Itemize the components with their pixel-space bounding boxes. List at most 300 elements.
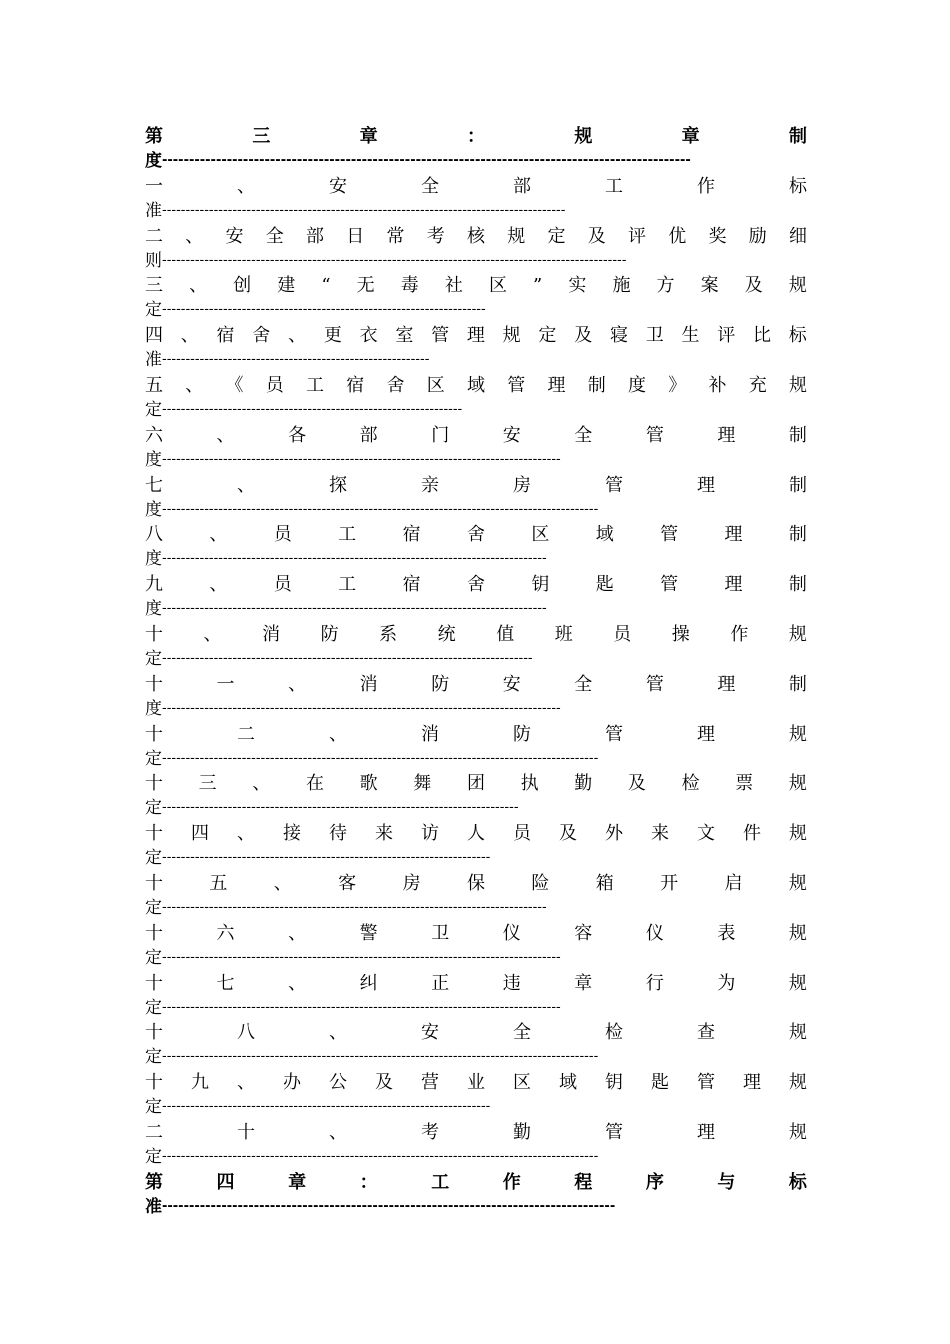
toc-entry-title-line: [145, 672, 807, 698]
toc-entry-last-char: 定: [145, 399, 162, 420]
toc-entry-char: 人: [467, 823, 485, 845]
toc-entry-char: 卫: [431, 922, 450, 944]
toc-entry-char: 定: [538, 325, 557, 347]
toc-entry: [145, 971, 807, 1021]
toc-entry-char: 检: [605, 1022, 623, 1044]
toc-entry-char: 区: [531, 524, 550, 546]
toc-entry-char: 优: [668, 225, 687, 247]
toc-entry-char: 实: [568, 275, 587, 297]
toc-entry-char: 四: [191, 823, 209, 845]
toc-entry-char: 规: [789, 723, 807, 745]
toc-entry-char: 度: [628, 374, 646, 396]
toc-entry-char: 制: [587, 374, 606, 396]
toc-entry-char: 访: [421, 823, 439, 845]
toc-entry-leader-line: [145, 250, 807, 272]
toc-entry-char: 十: [145, 773, 163, 795]
toc-entry-char: 创: [233, 275, 252, 297]
toc-entry-leader-line: [145, 548, 807, 570]
toc-entry-char: 规: [789, 374, 807, 396]
toc-entry-leader-line: [145, 1196, 807, 1218]
toc-entry-leader-line: [145, 797, 807, 819]
toc-entry-char: 与: [717, 1171, 736, 1193]
toc-entry-char: 防: [431, 673, 450, 695]
toc-entry-char: 客: [338, 872, 357, 894]
toc-entry-char: 八: [237, 1022, 255, 1044]
toc-entry-char: 十: [145, 623, 163, 645]
toc-entry-char: 考: [426, 225, 445, 247]
toc-entry-char: 、: [185, 374, 204, 396]
toc-entry-char: 纠: [359, 972, 378, 994]
toc-entry-char: 、: [329, 1022, 347, 1044]
toc-entry-last-char: 定: [145, 1097, 162, 1118]
toc-entry-char: 管: [507, 374, 526, 396]
toc-entry-char: 全: [574, 424, 593, 446]
toc-entry-char: 检: [681, 773, 700, 795]
toc-entry: [145, 323, 807, 373]
toc-entry-char: 、: [252, 773, 271, 795]
toc-entry-char: 五: [209, 872, 228, 894]
toc-entry-char: 序: [645, 1171, 664, 1193]
toc-entry-char: 理: [717, 673, 736, 695]
toc-leader-dashes: ----------------------------------------------------------------------------------: [162, 551, 547, 567]
toc-entry-last-char: 定: [145, 997, 162, 1018]
toc-entry-char: ：: [466, 126, 485, 147]
toc-entry-char: 补: [708, 374, 727, 396]
toc-entry-char: 、: [203, 623, 222, 645]
toc-entry-char: 十: [145, 1072, 163, 1094]
toc-entry-char: 室: [395, 325, 414, 347]
toc-entry-leader-line: [145, 150, 807, 172]
toc-entry-char: 区: [488, 275, 507, 297]
toc-entry-char: 标: [788, 1171, 807, 1193]
toc-entry: [145, 771, 807, 821]
toc-entry-char: 十: [145, 1022, 163, 1044]
toc-leader-dashes: ---------------------------------------------------------------------------------------------: [162, 1148, 599, 1164]
toc-entry-title-line: [145, 423, 807, 449]
toc-entry-char: 员: [513, 823, 531, 845]
toc-entry-title-line: [145, 1120, 807, 1146]
toc-entry-char: 二: [145, 1121, 163, 1143]
toc-entry-char: 方: [656, 275, 675, 297]
toc-entry-char: 理: [466, 325, 485, 347]
toc-entry-char: 章: [288, 1171, 307, 1193]
toc-entry-char: 区: [513, 1072, 531, 1094]
toc-entry-char: 全: [265, 225, 284, 247]
toc-entry-char: 评: [717, 325, 736, 347]
toc-entry-char: 规: [502, 325, 521, 347]
toc-entry-last-char: 度: [145, 499, 162, 520]
toc-entry-char: 安: [502, 424, 521, 446]
toc-entry-char: 制: [788, 574, 807, 596]
toc-entry-char: 十: [145, 872, 163, 894]
toc-entry-leader-line: [145, 947, 807, 969]
toc-entry-last-char: 度: [145, 549, 162, 570]
toc-entry-char: 仪: [645, 922, 664, 944]
toc-leader-dashes: ----------------------------------------------------------------: [162, 401, 463, 417]
toc-entry-char: 充: [748, 374, 767, 396]
toc-entry-char: 舞: [413, 773, 432, 795]
toc-entry-char: 二: [237, 723, 255, 745]
toc-entry-char: 十: [145, 922, 163, 944]
toc-entry-char: 理: [697, 1121, 715, 1143]
toc-entry-char: 理: [697, 474, 715, 496]
toc-entry-char: 正: [431, 972, 450, 994]
toc-entry-char: 奖: [708, 225, 727, 247]
toc-entry-char: 核: [467, 225, 485, 247]
toc-entry-char: 全: [513, 1022, 531, 1044]
toc-entry-char: 、: [209, 574, 228, 596]
toc-entry-char: 规: [507, 225, 526, 247]
toc-entry-leader-line: [145, 399, 807, 421]
toc-entry: [145, 224, 807, 274]
toc-entry: [145, 921, 807, 971]
toc-entry-char: 启: [724, 872, 743, 894]
toc-entry-char: 七: [216, 972, 235, 994]
toc-entry: [145, 273, 807, 323]
toc-entry-char: 来: [651, 823, 669, 845]
toc-entry-char: 管: [660, 524, 679, 546]
toc-entry-title-line: [145, 174, 807, 200]
toc-entry-char: 制: [789, 474, 807, 496]
table-of-contents: [145, 124, 807, 1220]
toc-entry-title-line: [145, 871, 807, 897]
toc-entry-last-char: 定: [145, 1047, 162, 1068]
toc-entry: [145, 821, 807, 871]
toc-entry-char: 班: [554, 623, 573, 645]
toc-entry-leader-line: [145, 449, 807, 471]
toc-entry-char: 值: [496, 623, 515, 645]
toc-entry-char: 毒: [400, 275, 419, 297]
toc-entry-char: 来: [375, 823, 393, 845]
toc-entry-last-char: 定: [145, 648, 162, 669]
toc-entry-last-char: 准: [145, 350, 162, 371]
toc-entry-char: 建: [277, 275, 296, 297]
toc-entry-char: 警: [359, 922, 378, 944]
toc-leader-dashes: -------------------------------------------------------------------------------------: [162, 949, 561, 965]
toc-entry-title-line: [145, 1070, 807, 1096]
toc-entry-char: 防: [513, 723, 531, 745]
toc-entry-char: 十: [145, 972, 163, 994]
toc-entry-char: 接: [283, 823, 301, 845]
toc-entry-char: 勤: [574, 773, 593, 795]
toc-entry-char: 舍: [386, 374, 405, 396]
toc-entry-char: 安: [421, 1022, 439, 1044]
toc-entry-char: 门: [431, 424, 450, 446]
toc-entry-char: 保: [466, 872, 485, 894]
toc-entry-char: 工: [338, 574, 357, 596]
toc-entry-last-char: 则: [145, 250, 162, 271]
toc-entry-char: 规: [789, 1072, 807, 1094]
toc-entry-char: 票: [735, 773, 754, 795]
toc-entry-last-char: 定: [145, 947, 162, 968]
toc-entry-char: 衣: [359, 325, 378, 347]
toc-entry: [145, 622, 807, 672]
toc-entry-char: 、: [288, 922, 307, 944]
toc-entry-title-line: [145, 921, 807, 947]
toc-entry-char: 安: [225, 225, 244, 247]
toc-entry-char: 规: [789, 1121, 807, 1143]
toc-entry-char: 三: [252, 126, 271, 147]
toc-entry-char: 仪: [502, 922, 521, 944]
toc-entry-char: 歌: [359, 773, 378, 795]
toc-entry-char: 管: [605, 723, 623, 745]
toc-entry-last-char: 定: [145, 798, 162, 819]
toc-entry: [145, 672, 807, 722]
toc-entry-char: 表: [717, 922, 736, 944]
toc-entry-char: 员: [273, 524, 292, 546]
toc-entry-char: 工: [431, 1171, 450, 1193]
toc-entry-char: 一: [216, 673, 235, 695]
toc-entry-char: 章: [574, 972, 593, 994]
toc-entry-char: 、: [237, 175, 255, 197]
toc-entry-char: 生: [681, 325, 700, 347]
toc-entry-char: 及: [574, 325, 593, 347]
toc-entry-char: 舍: [466, 574, 485, 596]
toc-entry-char: 规: [788, 773, 807, 795]
toc-entry-char: 安: [329, 175, 347, 197]
toc-entry-title-line: [145, 373, 807, 399]
toc-entry-last-char: 定: [145, 300, 162, 321]
toc-entry-leader-line: [145, 200, 807, 222]
toc-entry: [145, 522, 807, 572]
toc-entry-char: 励: [748, 225, 767, 247]
toc-entry-char: 消: [359, 673, 378, 695]
toc-leader-dashes: ----------------------------------------------------------------------------------: [162, 899, 547, 915]
toc-entry-char: 部: [306, 225, 324, 247]
toc-entry-char: 社: [444, 275, 463, 297]
toc-entry-char: 、: [329, 1121, 347, 1143]
toc-entry-char: 常: [386, 225, 405, 247]
toc-entry-char: 、: [216, 424, 235, 446]
toc-entry-char: 施: [612, 275, 631, 297]
toc-entry-char: 及: [744, 275, 763, 297]
toc-entry-char: 第: [145, 126, 163, 147]
toc-entry-last-char: 度: [145, 599, 162, 620]
toc-entry-char: 办: [283, 1072, 301, 1094]
toc-entry-char: 钥: [531, 574, 550, 596]
toc-leader-dashes: ----------------------------------------------------------------------------------: [162, 601, 547, 617]
toc-entry-char: 理: [724, 574, 743, 596]
toc-entry-char: 房: [513, 474, 531, 496]
toc-entry-char: 管: [645, 673, 664, 695]
toc-entry-char: 行: [645, 972, 664, 994]
toc-entry-char: 险: [531, 872, 550, 894]
toc-entry-title-line: [145, 1020, 807, 1046]
toc-entry-leader-line: [145, 349, 807, 371]
toc-entry-last-char: 定: [145, 1146, 162, 1167]
toc-entry-char: 十: [145, 723, 163, 745]
toc-entry: [145, 572, 807, 622]
toc-entry-leader-line: [145, 847, 807, 869]
toc-entry-char: 宿: [402, 574, 421, 596]
toc-entry-char: 理: [717, 424, 736, 446]
toc-entry-char: 二: [145, 225, 163, 247]
toc-entry-char: 规: [788, 972, 807, 994]
toc-entry-char: 作: [502, 1171, 521, 1193]
toc-entry-char: 部: [359, 424, 378, 446]
toc-leader-dashes: ---------------------------------------------------------------------------------------------------: [162, 252, 627, 268]
toc-entry-char: 全: [421, 175, 439, 197]
toc-entry-char: 为: [717, 972, 736, 994]
toc-entry-char: 九: [191, 1072, 209, 1094]
toc-entry-char: 员: [613, 623, 632, 645]
toc-entry-leader-line: [145, 997, 807, 1019]
toc-entry-char: 无: [356, 275, 375, 297]
toc-entry-char: 标: [788, 325, 807, 347]
toc-entry-title-line: [145, 572, 807, 598]
toc-entry-char: 执: [520, 773, 539, 795]
toc-entry-char: 规: [788, 872, 807, 894]
toc-entry-char: 、: [189, 275, 208, 297]
toc-entry-last-char: 度: [145, 698, 162, 719]
toc-entry-title-line: [145, 971, 807, 997]
toc-entry-char: “: [321, 275, 331, 297]
toc-entry-char: 三: [145, 275, 163, 297]
toc-entry-char: 制: [788, 424, 807, 446]
toc-entry-char: 一: [145, 175, 163, 197]
toc-entry-char: 定: [547, 225, 566, 247]
toc-entry-char: 钥: [605, 1072, 623, 1094]
toc-entry-char: 域: [467, 374, 485, 396]
toc-entry-char: 工: [605, 175, 623, 197]
toc-entry-char: 管: [645, 424, 664, 446]
toc-leader-dashes: --------------------------------------------------------------------------------------------------: [162, 153, 691, 168]
toc-entry-char: 匙: [595, 574, 614, 596]
toc-entry-char: 四: [145, 325, 163, 347]
toc-entry-char: 待: [329, 823, 347, 845]
toc-leader-dashes: -------------------------------------------------------------------------------: [162, 650, 533, 666]
toc-entry-leader-line: [145, 648, 807, 670]
toc-entry-leader-line: [145, 698, 807, 720]
toc-entry-char: 营: [421, 1072, 439, 1094]
toc-entry: [145, 1070, 807, 1120]
toc-entry-char: 更: [323, 325, 342, 347]
toc-entry-char: 员: [265, 374, 284, 396]
toc-entry-last-char: 准: [145, 200, 162, 221]
toc-entry-char: 、: [209, 524, 228, 546]
toc-entry-char: 规: [788, 623, 807, 645]
toc-entry-char: 宿: [402, 524, 421, 546]
toc-entry-char: 八: [145, 524, 163, 546]
toc-entry-char: 细: [789, 225, 807, 247]
toc-entry-char: 件: [743, 823, 761, 845]
toc-entry-char: 评: [628, 225, 646, 247]
toc-entry-char: 章: [359, 126, 378, 147]
toc-entry-char: 容: [574, 922, 593, 944]
toc-entry-char: 全: [574, 673, 593, 695]
toc-entry-char: 规: [788, 922, 807, 944]
toc-entry-char: 规: [789, 823, 807, 845]
toc-entry-title-line: [145, 473, 807, 499]
toc-entry-char: 《: [225, 374, 244, 396]
toc-entry-char: 员: [273, 574, 292, 596]
toc-entry-leader-line: [145, 748, 807, 770]
toc-entry-last-char: 准: [145, 1196, 162, 1217]
toc-entry-char: 及: [627, 773, 646, 795]
toc-entry: [145, 423, 807, 473]
toc-entry-title-line: [145, 522, 807, 548]
toc-entry-char: 四: [216, 1171, 235, 1193]
toc-entry-char: 比: [753, 325, 772, 347]
toc-entry-char: 理: [724, 524, 743, 546]
toc-entry-char: 、: [237, 823, 255, 845]
toc-entry-char: 制: [788, 673, 807, 695]
toc-entry-char: 外: [605, 823, 623, 845]
toc-entry-char: 勤: [513, 1121, 531, 1143]
toc-entry-char: 七: [145, 474, 163, 496]
toc-entry-char: 理: [697, 723, 715, 745]
toc-entry-char: 制: [788, 524, 807, 546]
toc-entry-char: 消: [421, 723, 439, 745]
toc-leader-dashes: --------------------------------------------------------------------------------------: [162, 202, 566, 218]
toc-entry-last-char: 度: [145, 449, 162, 470]
toc-entry-char: 、: [180, 325, 199, 347]
toc-entry-leader-line: [145, 1046, 807, 1068]
toc-entry-leader-line: [145, 499, 807, 521]
toc-entry-title-line: [145, 622, 807, 648]
toc-entry-title-line: [145, 771, 807, 797]
toc-entry-char: 开: [660, 872, 679, 894]
toc-entry-char: 、: [288, 972, 307, 994]
toc-entry: [145, 473, 807, 523]
toc-entry-char: 及: [559, 823, 577, 845]
toc-entry-char: 理: [547, 374, 566, 396]
toc-entry-title-line: [145, 124, 807, 150]
toc-entry-char: 、: [185, 225, 204, 247]
toc-entry-leader-line: [145, 897, 807, 919]
toc-entry-char: 工: [338, 524, 357, 546]
toc-entry-char: 及: [587, 225, 606, 247]
toc-entry-char: 及: [375, 1072, 393, 1094]
toc-entry-title-line: [145, 224, 807, 250]
toc-entry-char: 、: [329, 723, 347, 745]
toc-entry-char: 房: [402, 872, 421, 894]
toc-entry: [145, 174, 807, 224]
toc-entry-char: 舍: [252, 325, 271, 347]
toc-entry-last-char: 定: [145, 848, 162, 869]
toc-entry-char: 十: [237, 1121, 255, 1143]
toc-entry-char: 宿: [216, 325, 235, 347]
toc-entry: [145, 722, 807, 772]
toc-entry-char: 规: [789, 1022, 807, 1044]
toc-entry-char: 十: [145, 673, 163, 695]
toc-entry-char: 系: [379, 623, 398, 645]
toc-entry-char: 工: [306, 374, 324, 396]
toc-entry-char: 管: [605, 474, 623, 496]
toc-chapter-heading: [145, 124, 807, 174]
toc-entry-char: 管: [660, 574, 679, 596]
toc-entry-char: 第: [145, 1171, 163, 1193]
toc-entry-char: 舍: [466, 524, 485, 546]
toc-entry-char: 、: [273, 872, 292, 894]
toc-entry-char: 、: [288, 325, 307, 347]
toc-entry-char: 部: [513, 175, 531, 197]
toc-entry-char: 各: [288, 424, 307, 446]
toc-entry-char: 业: [467, 1072, 485, 1094]
toc-entry-char: 安: [502, 673, 521, 695]
toc-entry-title-line: [145, 722, 807, 748]
toc-entry: [145, 871, 807, 921]
toc-entry-char: 章: [681, 126, 700, 147]
toc-entry-char: 制: [788, 126, 807, 147]
toc-entry-char: 亲: [421, 474, 439, 496]
toc-entry-char: 域: [595, 524, 614, 546]
toc-entry-char: 管: [697, 1072, 715, 1094]
toc-entry-char: 箱: [595, 872, 614, 894]
toc-entry-char: 消: [262, 623, 281, 645]
toc-entry-title-line: [145, 1170, 807, 1196]
toc-entry-last-char: 度: [145, 151, 162, 171]
